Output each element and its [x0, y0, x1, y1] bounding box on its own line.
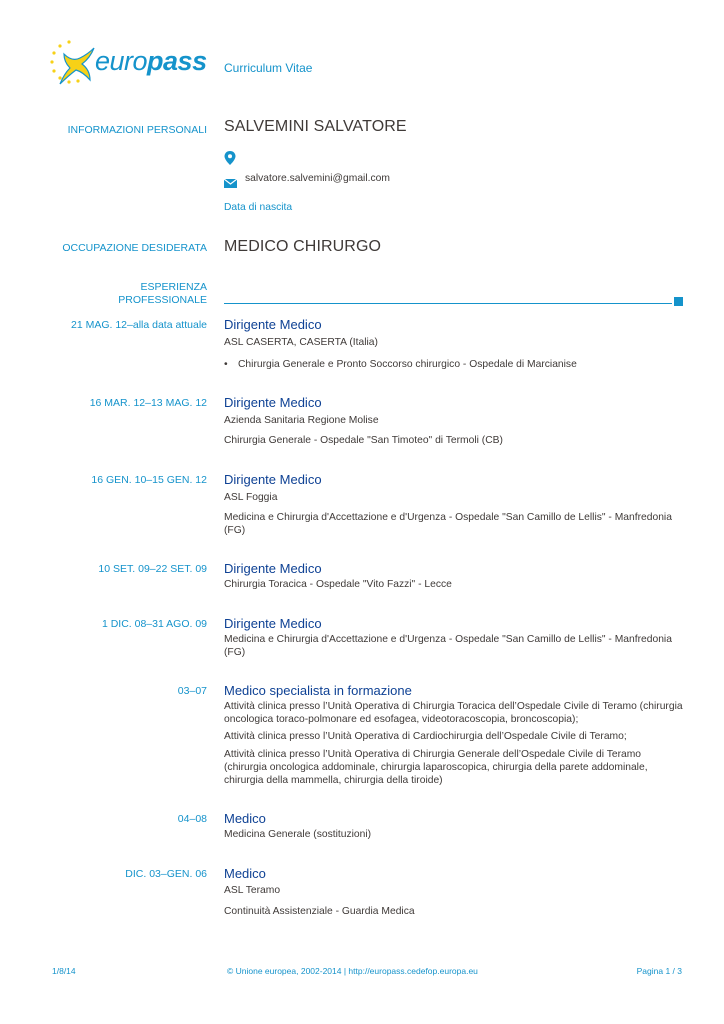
- employer: Azienda Sanitaria Regione Molise: [224, 415, 379, 426]
- job-detail: Attività clinica presso l’Unità Operativa di Chirurgia Toracica dell’Ospedale Civile di Teramo (chirurgia oncologica toraco-polmonare ed esofagea, videotoracoscopia, broncoscopia);: [224, 701, 683, 725]
- footer-copyright[interactable]: © Unione europea, 2002-2014 | http://europass.cedefop.europa.eu: [227, 966, 478, 976]
- job-title: Dirigente Medico: [224, 561, 322, 576]
- footer-date: 1/8/14: [52, 966, 76, 976]
- experience-label: ESPERIENZA PROFESSIONALE: [118, 281, 207, 306]
- experience-date: 10 SET. 09–22 SET. 09: [98, 563, 207, 575]
- experience-date: 21 MAG. 12–alla data attuale: [70, 319, 207, 331]
- experience-date: DIC. 03–GEN. 06: [125, 868, 207, 880]
- job-title: Dirigente Medico: [224, 317, 322, 332]
- employer: ASL CASERTA, CASERTA (Italia): [224, 337, 378, 348]
- job-detail: Medicina e Chirurgia d'Accettazione e d'Urgenza - Ospedale "San Camillo de Lellis" - Manfredonia (FG): [224, 634, 672, 658]
- section-divider-marker: [674, 297, 683, 306]
- job-title: Dirigente Medico: [224, 395, 322, 410]
- document-title: Curriculum Vitae: [224, 61, 313, 75]
- occupation-label: OCCUPAZIONE DESIDERATA: [62, 242, 207, 254]
- footer-page-number: Pagina 1 / 3: [636, 966, 682, 976]
- occupation-value: MEDICO CHIRURGO: [224, 238, 382, 255]
- job-detail: Attività clinica presso l’Unità Operativa di Chirurgia Generale dell’Ospedale Civile di Teramo (chirurgia oncologica addominale, chirurgia laparoscopica, chirurgia della parete addominale, chirurgia della mammella, chirurgia della tiroide): [224, 749, 648, 786]
- person-name: SALVEMINI SALVATORE: [224, 118, 407, 135]
- europass-wordmark: europass: [95, 46, 207, 76]
- employer: ASL Teramo: [224, 885, 281, 896]
- job-detail: Chirurgia Toracica - Ospedale "Vito Fazzi" - Lecce: [224, 579, 452, 590]
- experience-date: 04–08: [177, 813, 207, 825]
- experience-date: 16 MAR. 12–13 MAG. 12: [89, 397, 207, 409]
- job-detail: Medicina e Chirurgia d'Accettazione e d'Urgenza - Ospedale "San Camillo de Lellis" - Manfredonia (FG): [224, 512, 672, 536]
- job-title: Medico specialista in formazione: [224, 683, 412, 698]
- bullet-item: • Chirurgia Generale e Pronto Soccorso chirurgico - Ospedale di Marcianise: [224, 359, 577, 370]
- employer: ASL Foggia: [224, 492, 278, 503]
- europass-figure-icon: [50, 40, 98, 90]
- job-detail: Chirurgia Generale - Ospedale "San Timoteo" di Termoli (CB): [224, 435, 503, 446]
- europass-logo: [50, 40, 210, 90]
- experience-date: 03–07: [177, 685, 207, 697]
- location-pin-icon: [224, 151, 236, 165]
- job-title: Medico: [224, 866, 266, 881]
- birth-date-label: Data di nascita: [224, 202, 293, 213]
- email-address[interactable]: salvatore.salvemini@gmail.com: [245, 173, 390, 184]
- email-icon: [224, 175, 237, 184]
- job-detail: Continuità Assistenziale - Guardia Medica: [224, 906, 415, 917]
- personal-info-label: INFORMAZIONI PERSONALI: [67, 124, 207, 136]
- job-detail: Medicina Generale (sostituzioni): [224, 829, 372, 840]
- experience-date: 16 GEN. 10–15 GEN. 12: [91, 474, 207, 486]
- job-title: Dirigente Medico: [224, 616, 322, 631]
- job-detail: Attività clinica presso l’Unità Operativa di Cardiochirurgia dell’Ospedale Civile di Teramo;: [224, 731, 627, 742]
- job-title: Dirigente Medico: [224, 472, 322, 487]
- experience-date: 1 DIC. 08–31 AGO. 09: [101, 618, 207, 630]
- job-title: Medico: [224, 811, 266, 826]
- section-divider: [224, 303, 672, 304]
